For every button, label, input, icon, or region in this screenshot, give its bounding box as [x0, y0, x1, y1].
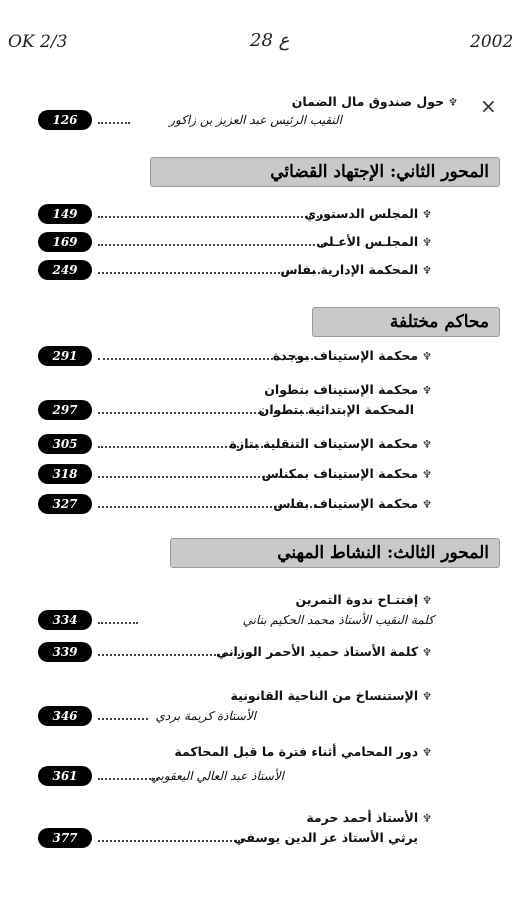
toc-entry-title: ♆الأستاذ أحمد حرمة [306, 808, 432, 829]
page-number-badge: 346 [38, 706, 92, 726]
toc-entry-subtitle: يرثي الأستاذ عز الدين يوسفي [233, 830, 418, 845]
toc-entry [0, 204, 532, 226]
toc-entry-title: ♆دور المحامي أثناء فترة ما قبل المحاكمة [174, 742, 432, 763]
cross-mark: × [480, 94, 497, 118]
trident-bullet-icon: ♆ [422, 746, 432, 759]
toc-entry [0, 464, 532, 486]
trident-bullet-icon: ♆ [422, 438, 432, 451]
toc-entry [0, 400, 532, 422]
trident-bullet-icon: ♆ [422, 646, 432, 659]
toc-entry-title: ♆محكمة الإستيناف بفاس [273, 494, 432, 515]
page-number-badge: 149 [38, 204, 92, 224]
dot-leader [98, 232, 330, 246]
page-number-badge: 169 [38, 232, 92, 252]
header-left-note: OK 2/3 [8, 32, 68, 52]
trident-bullet-icon: ♆ [422, 208, 432, 221]
toc-entry [0, 494, 532, 516]
page-number-badge: 377 [38, 828, 92, 848]
page-number-badge: 291 [38, 346, 92, 366]
trident-bullet-icon: ♆ [422, 350, 432, 363]
toc-entry-author: كلمة النقيب الأستاذ محمد الحكيم بناني [242, 613, 434, 627]
section-heading-2: المحور الثاني: الإجتهاد القضائي [150, 157, 500, 187]
trident-bullet-icon: ♆ [422, 498, 432, 511]
page-number-badge: 126 [38, 110, 92, 130]
toc-entry-title: ♆المجلـس الأعـلى [316, 232, 432, 253]
dot-leader [98, 828, 248, 842]
toc-entry [0, 346, 532, 368]
trident-bullet-icon: ♆ [422, 690, 432, 703]
dot-leader [98, 766, 158, 780]
toc-entry [0, 642, 532, 664]
trident-bullet-icon: ♆ [422, 812, 432, 825]
dot-leader [98, 706, 148, 720]
section-heading-4: المحور الثالث: النشاط المهني [170, 538, 500, 568]
toc-entry-title: ♆محكمة الإستيناف بوجدة [273, 346, 432, 367]
trident-bullet-icon: ♆ [422, 236, 432, 249]
toc-entry-title: ♆إفتتـاح ندوة التمرين [296, 590, 432, 611]
toc-entry [0, 110, 532, 132]
dot-leader [98, 110, 130, 124]
toc-entry [0, 828, 532, 850]
page-number-badge: 339 [38, 642, 92, 662]
trident-bullet-icon: ♆ [422, 264, 432, 277]
page-number-badge: 249 [38, 260, 92, 280]
page-number-badge: 297 [38, 400, 92, 420]
toc-entry-title: ♆محكمة الإستيناف بمكناس [262, 464, 432, 485]
toc-entry-title: ♆الإستنساخ من الناحية القانونية [231, 686, 432, 707]
trident-bullet-icon: ♆ [422, 468, 432, 481]
dot-leader [98, 610, 138, 624]
trident-bullet-icon: ♆ [448, 96, 458, 109]
toc-entry [0, 766, 532, 788]
toc-entry-title: ♆حول صندوق مال الضمان [292, 92, 458, 113]
toc-entry-title: ♆المجلس الدستوري [305, 204, 432, 225]
toc-entry-title: ♆محكمة الإستيناف بتطوان [264, 380, 432, 401]
page-number-badge: 327 [38, 494, 92, 514]
page-number-badge: 334 [38, 610, 92, 630]
toc-entry-author: النقيب الرئيس عبد العزيز بن زاكور [169, 113, 342, 127]
page-number-badge: 361 [38, 766, 92, 786]
toc-entry-subtitle: المحكمة الإبتدائية بتطوان [258, 402, 414, 417]
page-number-badge: 305 [38, 434, 92, 454]
page-number-badge: 318 [38, 464, 92, 484]
trident-bullet-icon: ♆ [422, 384, 432, 397]
header-page-note: 28 ع [250, 30, 290, 51]
header-year-note: 2002 [470, 32, 514, 52]
toc-entry-title: ♆محكمة الإستيناف التنقلية بتازة [230, 434, 432, 455]
toc-entry-title: ♆المحكمة الإدارية بفاس [280, 260, 432, 281]
toc-entry-author: الأستاذة كريمة بردي [155, 709, 256, 723]
toc-entry [0, 232, 532, 254]
toc-entry-author: الأستاذ عبد العالي اليعقوبي [150, 769, 284, 783]
toc-entry-title: ♆كلمة الأستاذ حميد الأحمر الوزاني [216, 642, 432, 663]
dot-leader [98, 204, 330, 218]
toc-entry [0, 706, 532, 728]
toc-entry [0, 434, 532, 456]
section-heading-3: محاكم مختلفة [312, 307, 500, 337]
toc-entry [0, 610, 532, 632]
toc-entry [0, 260, 532, 282]
trident-bullet-icon: ♆ [422, 594, 432, 607]
